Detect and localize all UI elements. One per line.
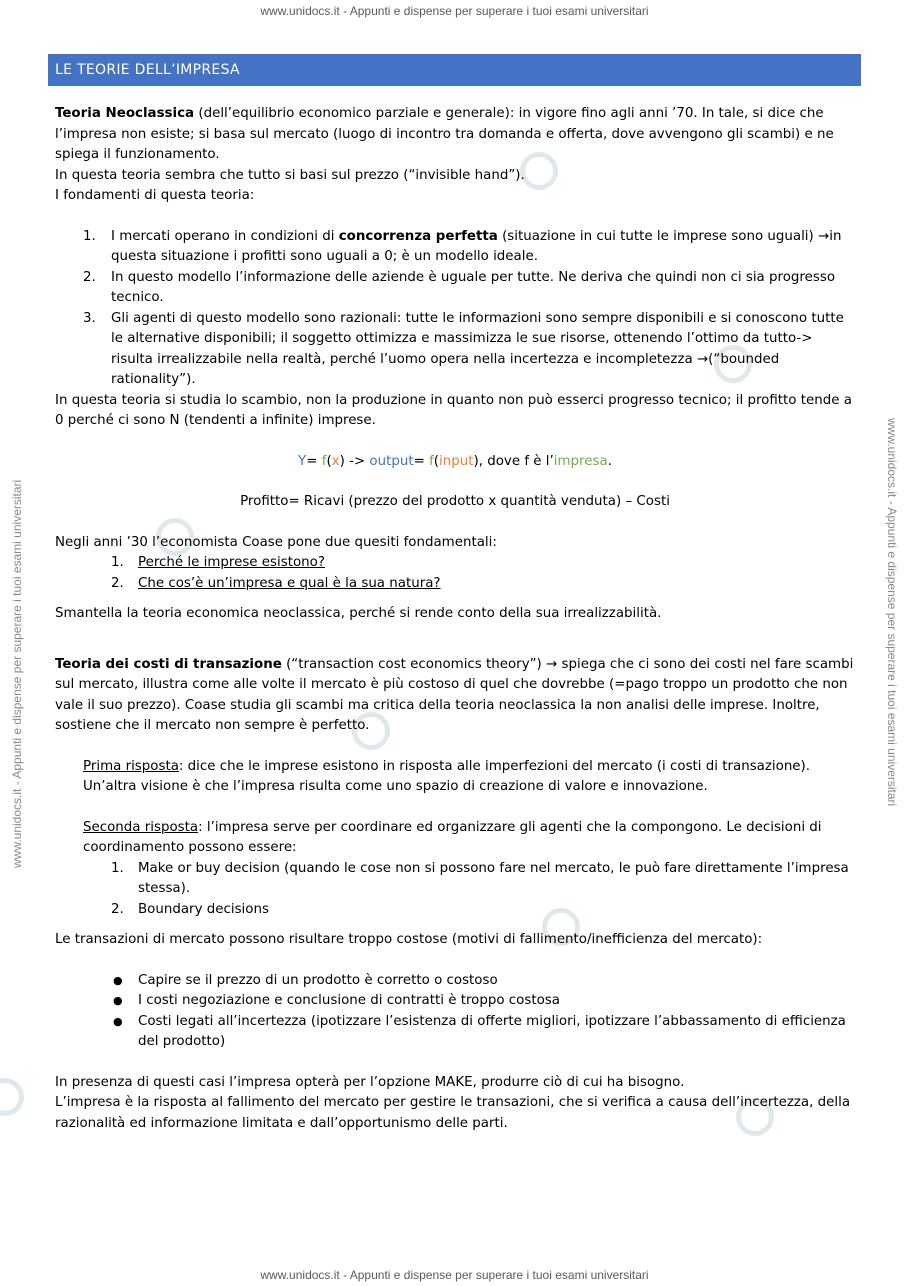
watermark-left: www.unidocs.it - Appunti e dispense per superare i tuoi esami universitari xyxy=(10,479,24,868)
list-item: 1. Make or buy decision (quando le cose non si possono fare nel mercato, le può fare direttamente l’impresa stessa). xyxy=(111,860,849,896)
watermark-logo-icon xyxy=(0,1078,24,1116)
document-body xyxy=(55,104,855,1134)
section-title: LE TEORIE DELL’IMPRESA xyxy=(55,62,240,78)
foundations-list xyxy=(55,227,855,391)
neoclassical-intro xyxy=(55,104,855,166)
failure-reasons xyxy=(55,971,855,1053)
production-formula: Y= f(x) -> output= f(input), dove f è l’impresa. xyxy=(298,453,612,469)
neoclassical-term: Teoria Neoclassica xyxy=(55,106,195,121)
bullet-icon: ● xyxy=(113,973,123,987)
list-item: ● Capire se il prezzo di un prodotto è corretto o costoso xyxy=(55,971,855,992)
coase-questions xyxy=(55,553,855,594)
neoclassical-description: (dell’equilibrio economico parziale e generale): in vigore fino agli anni ’70. In tale, si dice che l’impresa non esiste; si basa sul mercato (luogo di incontro tra domanda e offerta, dove avvengono gli scambi) e ne spiega il funzionamento. xyxy=(55,106,834,162)
watermark-top: www.unidocs.it - Appunti e dispense per superare i tuoi esami universitari xyxy=(260,4,649,18)
list-item: 3. Gli agenti di questo modello sono razionali: tutte le informazioni sono sempre disponibili e si conoscono tutte le alternative disponibili; il soggetto ottimizza e massimizza le sue risorse, ottenendo l’ottimo da tutto-> risulta irrealizzabile nella realtà, perché l’uomo opera nella incertezza e incompletezza →(“bounded rationality”). xyxy=(83,310,844,387)
bullet-icon: ● xyxy=(113,994,123,1007)
list-item: ● I costi negoziazione e conclusione di contratti è troppo costosa xyxy=(55,991,855,1012)
coordination-decisions xyxy=(55,859,855,921)
second-answer: Seconda risposta: l’impresa serve per coordinare ed organizzare gli agenti che la compongono. Le decisioni di coordinamento possono essere: xyxy=(83,819,822,855)
transaction-theory: Teoria dei costi di transazione (“transaction cost economics theory”) → spiega che ci sono dei costi nel fare scambi sul mercato, illustra come alle volte il mercato è più costoso di quel che dovrebbe (=pago troppo un prodotto che non vale il suo prezzo). Coase studia gli scambi ma critica della teoria neoclassica la non analisi delle imprese. Inoltre, sostiene che il mercato non sempre è perfetto. xyxy=(55,656,854,733)
section-header xyxy=(48,54,861,86)
watermark-right: www.unidocs.it - Appunti e dispense per superare i tuoi esami universitari xyxy=(885,418,899,807)
neoclassical-price: In questa teoria sembra che tutto si basi sul prezzo (“invisible hand”). xyxy=(55,167,525,183)
coase-dismantle: Smantella la teoria economica neoclassica, perché si rende conto della sua irrealizzabilità. xyxy=(55,606,662,621)
watermark-bottom: www.unidocs.it - Appunti e dispense per superare i tuoi esami universitari xyxy=(260,1268,649,1282)
list-item: 2. In questo modello l’informazione delle aziende è uguale per tutte. Ne deriva che quindi non ci sia progresso tecnico. xyxy=(83,269,836,305)
final-paragraph: L’impresa è la risposta al fallimento del mercato per gestire le transazioni, che si verifica a causa dell’incertezza, della razionalità ed informazione limitata e dall’opportunismo delle parti. xyxy=(55,1095,851,1131)
list-item: 2. Che cos’è un’impresa e qual è la sua natura? xyxy=(111,575,441,591)
neoclassical-foundations-intro: I fondamenti di questa teoria: xyxy=(55,188,255,203)
list-item: 1. Perché le imprese esistono? xyxy=(111,555,325,570)
list-item: 1. I mercati operano in condizioni di concorrenza perfetta (situazione in cui tutte le imprese sono uguali) →in questa situazione i profitti sono uguali a 0; è un modello ideale. xyxy=(83,228,842,264)
coase-intro: Negli anni ’30 l’economista Coase pone due quesiti fondamentali: xyxy=(55,534,497,550)
first-answer: Prima risposta: dice che le imprese esistono in risposta alle imperfezioni del mercato (i costi di transazione). Un’altra visione è che l’impresa risulta come uno spazio di creazione di valore e innovazione. xyxy=(83,758,811,794)
make-option: In presenza di questi casi l’impresa opterà per l’opzione MAKE, produrre ciò di cui ha bisogno. xyxy=(55,1074,685,1090)
list-item: ● Costi legati all’incertezza (ipotizzare l’esistenza di offerte migliori, ipotizzare l’abbassamento di efficienza del prodotto) xyxy=(113,1013,846,1049)
costly-transactions: Le transazioni di mercato possono risultare troppo costose (motivi di fallimento/inefficienza del mercato): xyxy=(55,932,763,947)
transaction-term: Teoria dei costi di transazione xyxy=(55,656,282,672)
bullet-icon: ● xyxy=(113,1014,123,1028)
profit-formula: Profitto= Ricavi (prezzo del prodotto x quantità venduta) – Costi xyxy=(240,494,670,509)
list-item: 2. Boundary decisions xyxy=(111,901,269,917)
exchange-paragraph: In questa teoria si studia lo scambio, non la produzione in quanto non può esserci progresso tecnico; il profitto tende a 0 perché ci sono N (tendenti a infinite) imprese. xyxy=(55,392,852,428)
